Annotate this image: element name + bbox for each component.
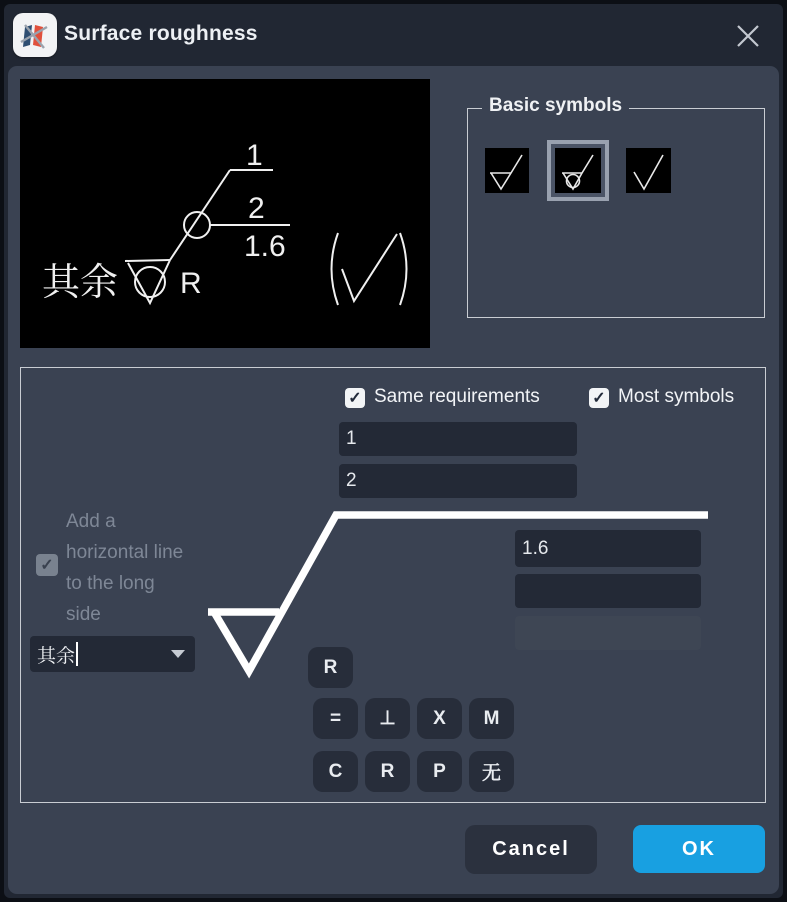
symbol-preview	[20, 79, 430, 348]
basic-symbol-removal-prohibited-button[interactable]	[555, 148, 601, 193]
extra-value-input-2	[515, 616, 701, 650]
qiyu-combobox[interactable]	[30, 636, 195, 672]
preview-r-label: R	[180, 267, 202, 300]
most-symbols-label: Most symbols	[618, 386, 735, 407]
same-requirements-label: Same requirements	[374, 386, 540, 407]
symbol-removal-prohibited-icon	[555, 148, 601, 193]
preview-value-label: 1.6	[244, 230, 286, 263]
ok-button[interactable]: OK	[633, 825, 765, 873]
add-horizontal-line-label: Add a horizontal line to the long side	[66, 511, 184, 625]
add-horizontal-line-checkbox[interactable]	[36, 554, 58, 576]
r-symbol-button[interactable]: R	[365, 751, 410, 792]
m-symbol-button[interactable]: M	[469, 698, 514, 739]
checkmark-icon: ✓	[348, 390, 362, 407]
extra-value-input-1[interactable]	[515, 574, 701, 608]
x-symbol-button[interactable]: X	[417, 698, 462, 739]
preview-drawing	[20, 79, 430, 348]
close-button[interactable]	[731, 19, 765, 53]
cancel-button[interactable]: Cancel	[465, 825, 597, 874]
equals-symbol-button[interactable]: =	[313, 698, 358, 739]
checkmark-icon: ✓	[40, 557, 54, 574]
preview-qiyu-label: 其余	[42, 262, 119, 304]
middle-value-input[interactable]: 2	[339, 464, 577, 498]
dialog-title: Surface roughness	[64, 22, 258, 45]
basic-symbol-basic-button[interactable]	[626, 148, 671, 193]
app-logo-icon	[13, 13, 57, 57]
p-symbol-button[interactable]: P	[417, 751, 462, 792]
combobox-value: 其余	[37, 645, 76, 667]
symbol-basic-icon	[626, 148, 671, 193]
text-caret	[76, 642, 78, 666]
checkmark-icon: ✓	[592, 390, 606, 407]
caxa-logo-icon	[19, 19, 51, 51]
basic-symbols-title: Basic symbols	[482, 95, 629, 117]
basic-symbol-removal-required-button[interactable]	[485, 148, 529, 193]
c-symbol-button[interactable]: C	[313, 751, 358, 792]
none-symbol-button[interactable]: 无	[469, 751, 514, 792]
roughness-value-input[interactable]: 1.6	[515, 530, 701, 567]
most-symbols-checkbox[interactable]	[589, 388, 609, 408]
close-icon	[734, 22, 762, 50]
chevron-down-icon	[171, 650, 185, 658]
same-requirements-checkbox[interactable]	[345, 388, 365, 408]
preview-upper-label: 1	[246, 139, 263, 172]
perpendicular-symbol-button[interactable]: ⊥	[365, 698, 410, 739]
ra-symbol-button[interactable]: R	[308, 647, 353, 688]
basic-symbols-group	[467, 95, 765, 318]
preview-middle-label: 2	[248, 192, 265, 225]
symbol-removal-required-icon	[485, 148, 529, 193]
basic-symbol-selected-frame	[547, 140, 609, 201]
upper-value-input[interactable]: 1	[339, 422, 577, 456]
